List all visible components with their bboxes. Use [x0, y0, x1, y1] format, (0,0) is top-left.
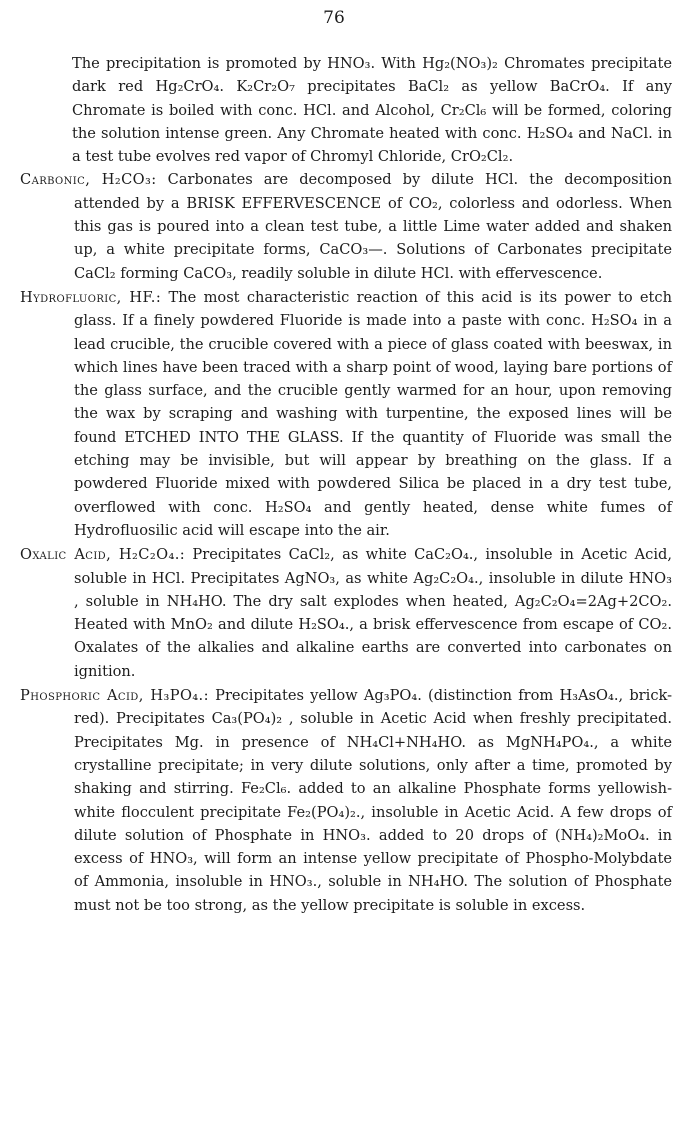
- paragraph-phosphoric: [20, 684, 672, 917]
- entry-text: Carbonates are decomposed by dilute HCl. the decomposition attended by a BRISK EFFERVESCENCE of CO₂, colorless and odorless. When this gas is poured into a clean test tube, a little Lime water added and shaken up, a white precipitate forms, CaCO₃—. Solutions of Carbonates precipitate CaCl₂ forming CaCO₃, readily soluble in dilute HCl. with effervescence.: [74, 171, 672, 282]
- entry-heading: Phosphoric Acid, H₃PO₄.:: [20, 687, 209, 705]
- entry-text: Precipitates CaCl₂, as white CaC₂O₄., insoluble in Acetic Acid, soluble in HCl. Precipitates AgNO₃, as white Ag₂C₂O₄., insoluble in dilute HNO₃ , soluble in NH₄HO. The dry salt explodes when heated, Ag₂C₂O₄=2Ag+2CO₂. Heated with MnO₂ and dilute H₂SO₄., a brisk effervescence from escape of CO₂. Oxalates of the alkalies and alkaline earths are converted into carbonates on ignition.: [74, 546, 673, 680]
- entry-text: The most characteristic reaction of this acid is its power to etch glass. If a finely powdered Fluoride is made into a paste with conc. H₂SO₄ in a lead crucible, the crucible covered with a piece of glass coated with beeswax, in which lines have been traced with a sharp point of wood, laying bare portions of the glass surface, and the crucible gently warmed for an hour, upon removing the wax by scraping and washing with turpentine, the exposed lines will be found ETCHED INTO THE GLASS. If the quantity of Fluoride was small the etching may be invisible, but will appear by breathing on the glass. If a powdered Fluoride mixed with powdered Silica be placed in a dry test tube, overflowed with conc. H₂SO₄ and gently heated, dense white fumes of Hydrofluosilic acid will escape into the air.: [74, 288, 672, 539]
- paragraph-oxalic: [20, 543, 672, 683]
- page-number: 76: [323, 8, 345, 28]
- paragraph-carbonic: [20, 168, 672, 284]
- entry-heading: Hydrofluoric, HF.:: [20, 288, 162, 306]
- entry-text: The precipitation is promoted by HNO₃. With Hg₂(NO₃)₂ Chromates precipitate dark red Hg₂CrO₄. K₂Cr₂O₇ precipitates BaCl₂ as yellow BaCrO₄. If any Chromate is boiled with conc. HCl. and Alcohol, Cr₂Cl₆ will be formed, coloring the solution intense green. Any Chromate heated with conc. H₂SO₄ and NaCl. in a test tube evolves red vapor of Chromyl Chloride, CrO₂Cl₂.: [72, 55, 672, 166]
- paragraph-hydrofluoric: [20, 286, 672, 542]
- entry-text: Precipitates yellow Ag₃PO₄. (distinction from H₃AsO₄., brick-red). Precipitates Ca₃(PO₄)₂ , soluble in Acetic Acid when freshly precipitated. Precipitates Mg. in presence of NH₄Cl+NH₄HO. as MgNH₄PO₄., a white crystalline precipitate; in very dilute solutions, only after a time, promoted by shaking and stirring. Fe₂Cl₆. added to an alkaline Phosphate forms yellowish-white flocculent precipitate Fe₂(PO₄)₂., insoluble in Acetic Acid. A few drops of dilute solution of Phosphate in HNO₃. added to 20 drops of (NH₄)₂MoO₄. in excess of HNO₃, will form an intense yellow precipitate of Phospho-Molybdate of Ammonia, insoluble in HNO₃., soluble in NH₄HO. The solution of Phosphate must not be too strong, as the yellow precipitate is soluble in excess.: [74, 687, 673, 914]
- entry-heading: Carbonic, H₂CO₃:: [20, 171, 157, 189]
- page-body: [20, 52, 672, 917]
- paragraph-chromate-cont: [20, 52, 672, 168]
- entry-heading: Oxalic Acid, H₂C₂O₄.:: [20, 546, 186, 564]
